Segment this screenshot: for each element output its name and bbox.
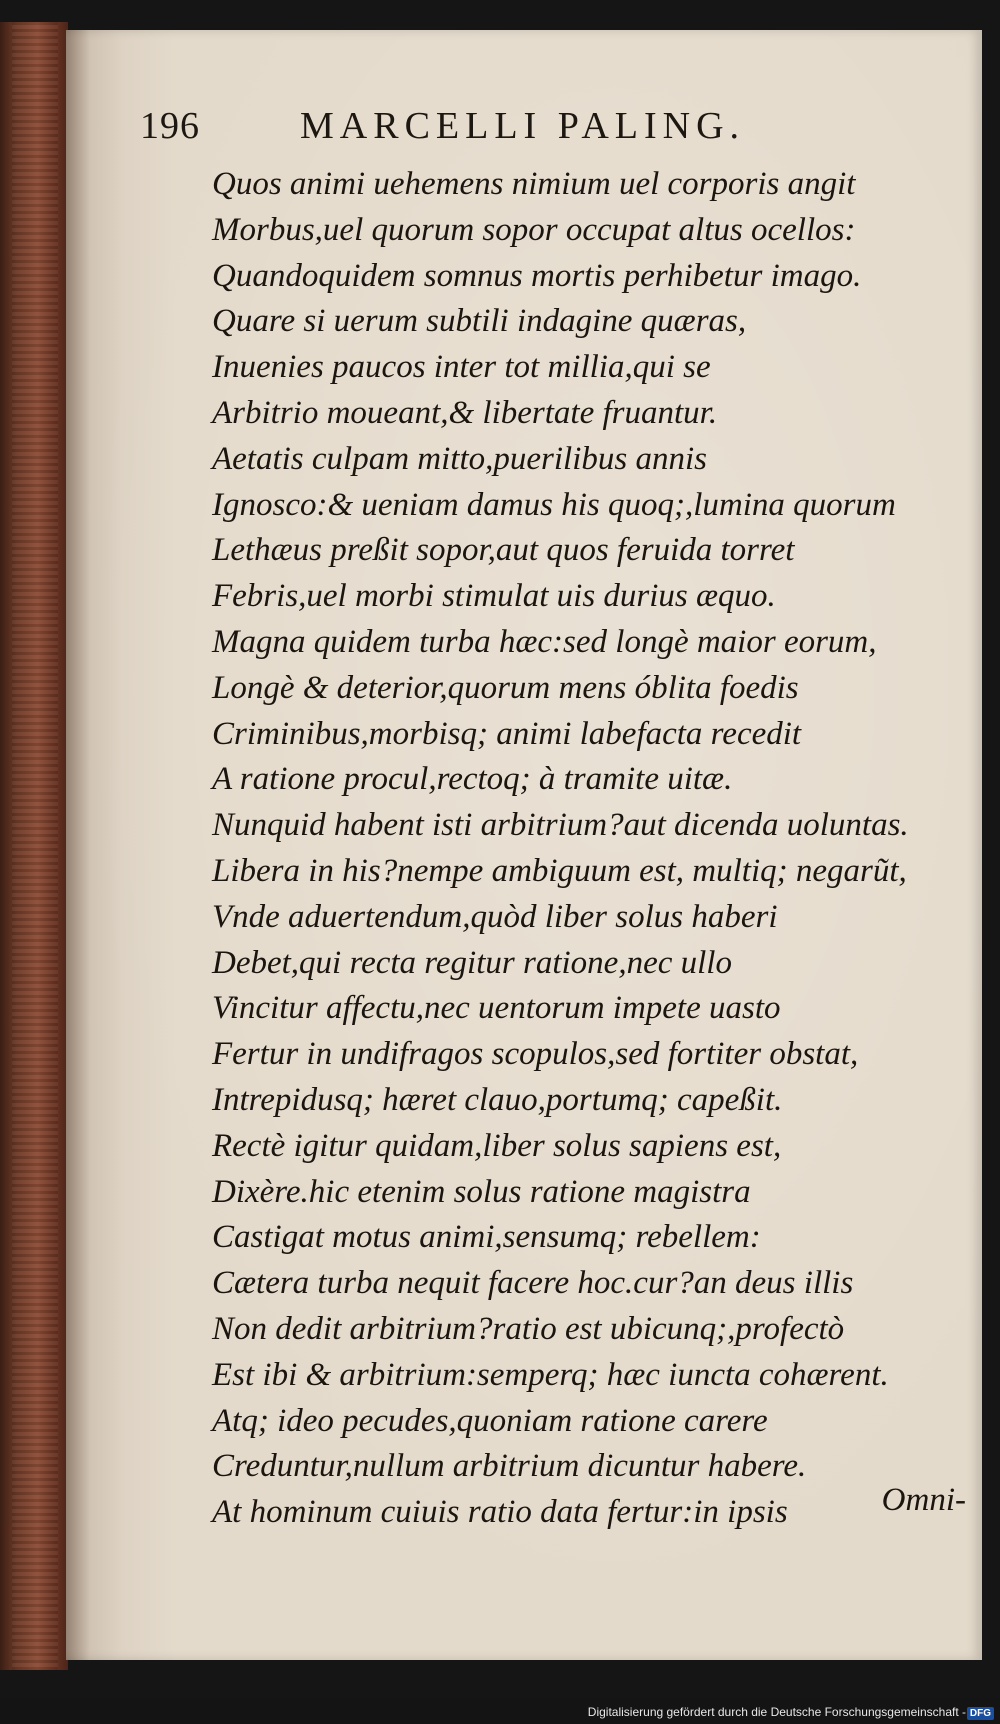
- verse-line: Longè & deterior,quorum mens óblita foedis: [212, 669, 799, 706]
- funding-credit: Digitalisierung gefördert durch die Deutsche Forschungsgemeinschaft -: [587, 1705, 966, 1719]
- verse-line: Quos animi uehemens nimium uel corporis angit: [212, 166, 856, 202]
- verse-line: At hominum cuiuis ratio data fertur:in ipsis: [212, 1494, 788, 1531]
- catchword: Omni-: [881, 1482, 966, 1518]
- verse-line: Cætera turba nequit facere hoc.cur?an deus illis: [212, 1265, 854, 1302]
- verse-line: Libera in his?nempe ambiguum est, multiq; negarũt,: [212, 852, 907, 889]
- verse-line: Castigat motus animi,sensumq; rebellem:: [212, 1219, 761, 1256]
- verse-text: [212, 162, 952, 1536]
- verse-line: Ignosco:& ueniam damus his quoq;,lumina quorum: [212, 486, 896, 523]
- verse-line: Non dedit arbitrium?ratio est ubicunq;,profectò: [212, 1310, 845, 1347]
- verse-line: Creduntur,nullum arbitrium dicuntur habere.: [212, 1448, 807, 1485]
- verse-line: Rectè igitur quidam,liber solus sapiens est,: [212, 1127, 782, 1164]
- verse-line: Est ibi & arbitrium:semperq; hæc iuncta cohærent.: [212, 1356, 889, 1393]
- verse-line: Inuenies paucos inter tot millia,qui se: [212, 349, 711, 386]
- verse-line: Vnde aduertendum,quòd liber solus haberi: [212, 898, 778, 935]
- verse-line: Magna quidem turba hæc:sed longè maior eorum,: [212, 623, 877, 660]
- verse-line: Fertur in undifragos scopulos,sed fortiter obstat,: [212, 1036, 859, 1073]
- digitization-footer: [0, 1698, 1000, 1724]
- verse-line: Arbitrio moueant,& libertate fruantur.: [212, 394, 718, 431]
- page-header: [140, 96, 860, 156]
- verse-line: Nunquid habent isti arbitrium?aut dicenda uoluntas.: [212, 807, 909, 844]
- verse-line: Atq; ideo pecudes,quoniam ratione carere: [212, 1402, 768, 1439]
- verse-line: A ratione procul,rectoq; à tramite uitæ.: [212, 761, 733, 798]
- verse-line: Quandoquidem somnus mortis perhibetur imago.: [212, 257, 862, 294]
- verse-line: Dixère.hic etenim solus ratione magistra: [212, 1173, 751, 1210]
- running-head: MARCELLI PALING.: [300, 105, 746, 147]
- verse-line: Aetatis culpam mitto,puerilibus annis: [212, 440, 707, 477]
- verse-line: Debet,qui recta regitur ratione,nec ullo: [212, 944, 732, 981]
- verse-line: Morbus,uel quorum sopor occupat altus ocellos:: [212, 211, 856, 248]
- book-binding: [0, 22, 68, 1670]
- verse-line: Febris,uel morbi stimulat uis durius æquo.: [212, 578, 776, 615]
- verse-line: Lethæus preßit sopor,aut quos feruida torret: [212, 532, 795, 569]
- verse-line: Vincitur affectu,nec uentorum impete uasto: [212, 990, 781, 1027]
- dfg-logo: DFG: [967, 1707, 994, 1720]
- verse-line: Quare si uerum subtili indagine quæras,: [212, 303, 747, 340]
- page-number: 196: [140, 105, 200, 147]
- verse-line: Intrepidusq; hæret clauo,portumq; capeßit.: [212, 1081, 783, 1118]
- verse-line: Criminibus,morbisq; animi labefacta recedit: [212, 715, 802, 752]
- gutter-shadow: [66, 30, 90, 1660]
